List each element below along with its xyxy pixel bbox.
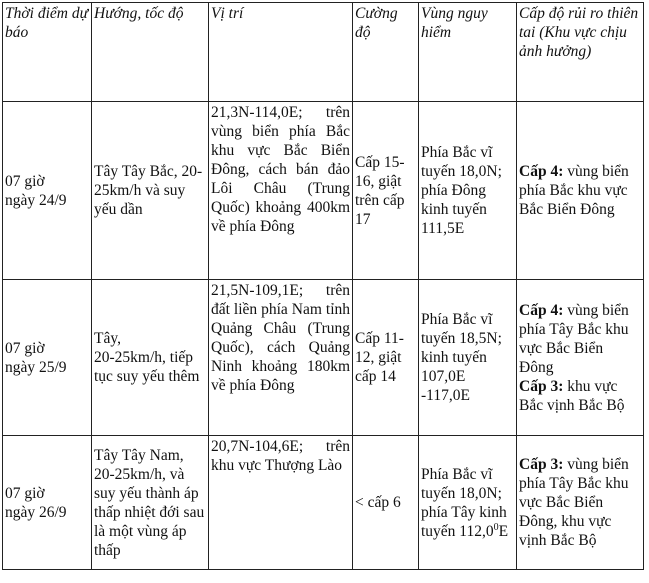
intensity-cell: Cấp 15-16, giật trên cấp 17: [353, 102, 419, 280]
time-date: ngày 24/9: [5, 191, 67, 209]
position-cell: 21,3N-114,0E; trên vùng biển phía Bắc khu vực Bắc Biển Đông, cách bán đảo Lôi Châu (Trung Quốc) khoảng 400km về phía Đông: [209, 102, 353, 280]
direction-speed: 20-25km/h, tiếp tục suy yếu thêm: [94, 349, 200, 385]
risk-level-label: Cấp 4:: [519, 301, 564, 319]
danger-zone-cell: [419, 436, 517, 570]
time-cell: [3, 436, 92, 570]
risk-entry: [519, 377, 641, 415]
time-hour: 07 giờ: [5, 339, 45, 357]
direction-cell: [92, 280, 209, 436]
risk-level-label: Cấp 4:: [519, 163, 564, 180]
forecast-table: [2, 2, 644, 570]
direction-heading: Tây,: [94, 330, 121, 347]
header-position: Vị trí: [209, 3, 353, 102]
header-time: Thời điểm dự báo: [3, 3, 92, 102]
header-danger-zone: Vùng nguy hiểm: [419, 3, 517, 102]
position-cell: 21,5N-109,1E; trên đất liền phía Nam tỉnh Quảng Châu (Trung Quốc), cách Quảng Ninh khoảng 180km về phía Đông: [209, 280, 353, 436]
danger-zone-cell: Phía Bắc vĩ tuyến 18,0N; phía Đông kinh tuyến 111,5E: [419, 102, 517, 280]
position-cell: 20,7N-104,6E; trên khu vực Thượng Lào: [209, 436, 353, 570]
time-hour: 07 giờ: [5, 484, 45, 502]
danger-zone-text: Phía Bắc vĩ tuyến 18,0N; phía Tây kinh tuyến 112,0: [421, 465, 507, 540]
time-cell: [3, 280, 92, 436]
risk-entry: [519, 301, 641, 377]
danger-zone-suffix: E: [498, 522, 509, 540]
time-hour: 07 giờ: [5, 172, 45, 190]
header-risk-level: Cấp độ rủi ro thiên tai (Khu vực chịu ảnh hưởng): [517, 3, 644, 102]
header-intensity: Cường độ: [353, 3, 419, 102]
risk-level-cell: [517, 436, 644, 570]
degree-superscript: 0: [493, 521, 499, 533]
intensity-cell: < cấp 6: [353, 436, 419, 570]
table-row: [3, 102, 644, 280]
direction-cell: Tây Tây Nam, 20-25km/h, và suy yếu thành áp thấp nhiệt đới sau là một vùng áp thấp: [92, 436, 209, 570]
risk-area-text: vùng biển phía Tây Bắc khu vực Bắc Biển Đông, khu vực vịnh Bắc Bộ: [519, 456, 629, 549]
table-row: [3, 436, 644, 570]
risk-level-cell: [517, 102, 644, 280]
header-direction: Hướng, tốc độ: [92, 3, 209, 102]
risk-area-text: vùng biển phía Bắc khu vực Bắc Biển Đông: [519, 163, 629, 218]
time-cell: [3, 102, 92, 280]
risk-level-cell: [517, 280, 644, 436]
risk-area-text: vùng biển phía Tây Bắc khu vực Bắc Biển Đông: [519, 301, 629, 376]
risk-level-label: Cấp 3:: [519, 377, 564, 395]
danger-zone-cell: Phía Bắc vĩ tuyến 18,5N; kinh tuyến 107,0E -117,0E: [419, 280, 517, 436]
direction-cell: Tây Tây Bắc, 20-25km/h và suy yếu dần: [92, 102, 209, 280]
intensity-cell: Cấp 11-12, giật cấp 14: [353, 280, 419, 436]
risk-area-text: khu vực Bắc vịnh Bắc Bộ: [519, 377, 625, 414]
time-date: ngày 26/9: [5, 503, 67, 521]
table-header-row: [3, 3, 644, 102]
table-row: [3, 280, 644, 436]
time-date: ngày 25/9: [5, 358, 67, 376]
risk-level-label: Cấp 3:: [519, 456, 564, 473]
